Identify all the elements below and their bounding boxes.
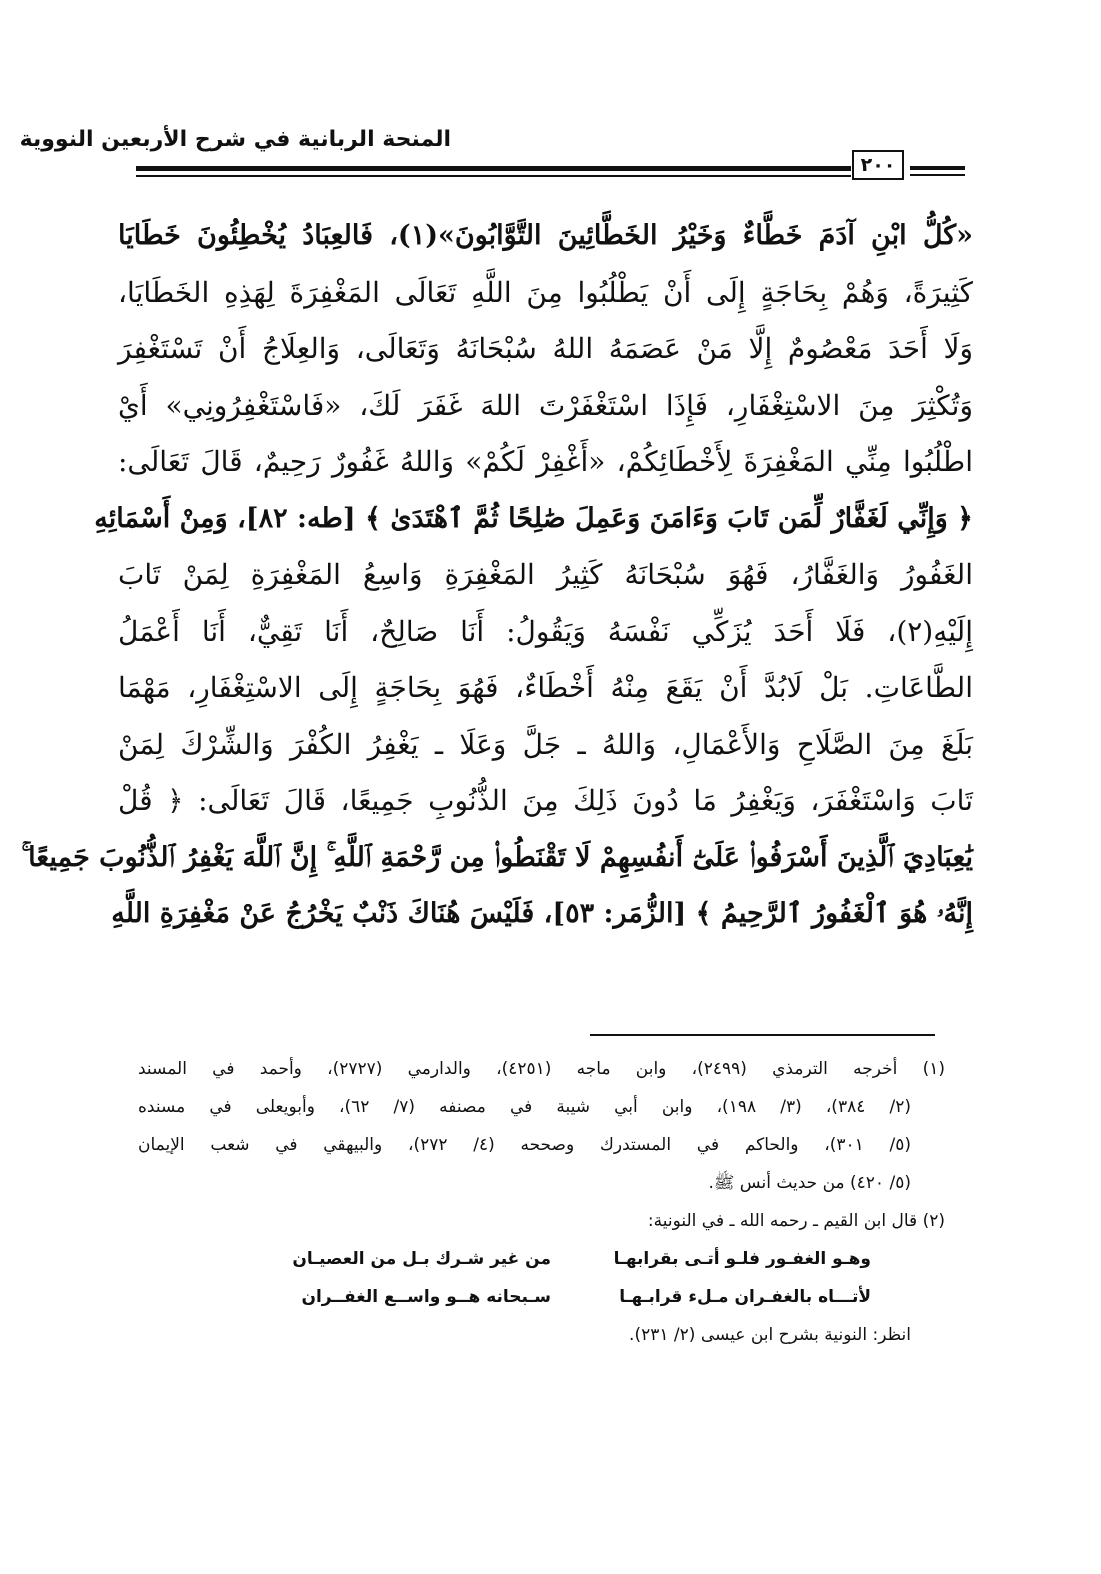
body-line: يَٰعِبَادِيَ ٱلَّذِينَ أَسْرَفُوا۟ عَلَىٰٓ أَنفُسِهِمْ لَا تَقْنَطُوا۟ مِن رَّحْمَةِ ٱللَّهِ ۚ إِنَّ ٱللَّهَ يَغْفِرُ ٱلذُّنُوبَ جَمِيعًا ۚ xyxy=(21,841,973,873)
running-title: المنحة الربانية في شرح الأربعين النووية xyxy=(19,127,451,152)
body-line: الطَّاعَاتِ. بَلْ لَابُدَّ أَنْ يَقَعَ مِنْهُ أَخْطَاءٌ، فَهُوَ بِحَاجَةٍ إِلَى الاسْتِغْفَارِ، مَهْمَا xyxy=(118,671,973,704)
body-line: إِلَيْهِ(٢)، فَلَا أَحَدَ يُزَكِّي نَفْسَهُ وَيَقُولُ: أَنَا صَالِحٌ، أَنَا تَقِيٌّ، أَنَا أَعْمَلُ xyxy=(118,614,973,648)
poem-verse xyxy=(138,1278,945,1316)
footnote-1-line: (١) أخرجه الترمذي (٢٤٩٩)، وابن ماجه (٤٢٥١)، والدارمي (٢٧٢٧)، وأحمد في المسند xyxy=(138,1059,945,1079)
footnote-1-line: (٥/ ٣٠١)، والحاكم في المستدرك وصححه (٤/ ٢٧٢)، والبيهقي في شعب الإيمان xyxy=(138,1135,912,1155)
body-line: إِنَّهُۥ هُوَ ٱلْغَفُورُ ٱلرَّحِيمُ ﴾ [الزُّمَر: ٥٣]، فَلَيْسَ هُنَاكَ ذَنْبٌ يَخْرُجُ عَنْ مَغْفِرَةِ اللَّهِ xyxy=(111,898,973,929)
verse-first-hemistich: وهـو الغفـور فلـو أتـى بقرابهـا xyxy=(613,1249,871,1269)
page-number: ٢٠٠ xyxy=(852,150,904,180)
poem-verse xyxy=(138,1240,945,1278)
footnote-2-intro: (٢) قال ابن القيم ـ رحمه الله ـ في النونية: xyxy=(647,1211,945,1231)
header-rule-stub xyxy=(910,174,965,176)
verse-second-hemistich: من غير شـرك بـل من العصيـان xyxy=(292,1249,551,1269)
body-line: بَلَغَ مِنَ الصَّلَاحِ وَالأَعْمَالِ، وَاللهُ ـ جَلَّ وَعَلَا ـ يَغْفِرُ الكُفْرَ وَالشِّرْكَ لِمَنْ xyxy=(118,727,973,761)
verse-first-hemistich: لأتـــاه بالغفـران مـلء قرابـهـا xyxy=(619,1287,871,1307)
footnotes xyxy=(138,1050,945,1354)
verse-second-hemistich: سـبحانه هــو واســع الغفــران xyxy=(301,1287,551,1307)
body-line: وَلَا أَحَدَ مَعْصُومٌ إِلَّا مَنْ عَصَمَهُ اللهُ سُبْحَانَهُ وَتَعَالَى، وَالعِلَاجُ أَنْ تَسْتَغْفِرَ xyxy=(118,332,973,365)
body-line: تَابَ وَاسْتَغْفَرَ، وَيَغْفِرُ مَا دُونَ ذَلِكَ مِنَ الذُّنُوبِ جَمِيعًا، قَالَ تَعَالَى: ﴿ قُلْ xyxy=(118,784,973,817)
body-line: ﴿ وَإِنِّي لَغَفَّارٌ لِّمَن تَابَ وَءَامَنَ وَعَمِلَ صَٰلِحًا ثُمَّ ٱهْتَدَىٰ ﴾ [طه: ٨٢]، وَمِنْ أَسْمَائِهِ xyxy=(94,502,973,534)
body-line: وَتُكْثِرَ مِنَ الاسْتِغْفَارِ، فَإِذَا اسْتَغْفَرْتَ اللهَ غَفَرَ لَكَ، «فَاسْتَغْفِرُونِي» أَيْ xyxy=(118,388,973,422)
header-rule-thin xyxy=(136,175,851,177)
body-line: كَثِيرَةً، وَهُمْ بِحَاجَةٍ إِلَى أَنْ يَطْلُبُوا مِنَ اللَّهِ تَعَالَى المَغْفِرَةَ لِهَذِهِ الخَطَايَا، xyxy=(118,275,973,309)
body-line: اطْلُبُوا مِنِّي المَغْفِرَةَ لِأَخْطَائِكُمْ، «أَغْفِرْ لَكُمْ» وَاللهُ غَفُورٌ رَحِيمٌ، قَالَ تَعَالَى: xyxy=(118,445,973,478)
header-rule-stub xyxy=(910,166,965,170)
footnote-separator xyxy=(590,1034,935,1036)
footnote-2-reference: انظر: النونية بشرح ابن عيسى (٢/ ٢٣١). xyxy=(629,1325,911,1345)
body-line: الغَفُورُ وَالغَفَّارُ، فَهُوَ سُبْحَانَهُ كَثِيرُ المَغْفِرَةِ وَاسِعُ المَغْفِرَةِ لِمَنْ تَابَ xyxy=(118,558,973,591)
header-rule xyxy=(136,166,851,171)
body-text xyxy=(21,208,974,943)
footnote-1-line: (٢/ ٣٨٤)، (٣/ ١٩٨)، وابن أبي شيبة في مصنفه (٧/ ٦٢)، وأبويعلى في مسنده xyxy=(138,1097,911,1117)
footnote-1-line: (٥/ ٤٢٠) من حديث أنس ﷺ. xyxy=(708,1173,911,1193)
body-line: «كُلُّ ابْنِ آدَمَ خَطَّاءٌ وَخَيْرُ الخَطَّائِينَ التَّوَّابُونَ»(١)، فَالعِبَادُ يُخْطِئُونَ خَطَايَا xyxy=(118,220,974,251)
